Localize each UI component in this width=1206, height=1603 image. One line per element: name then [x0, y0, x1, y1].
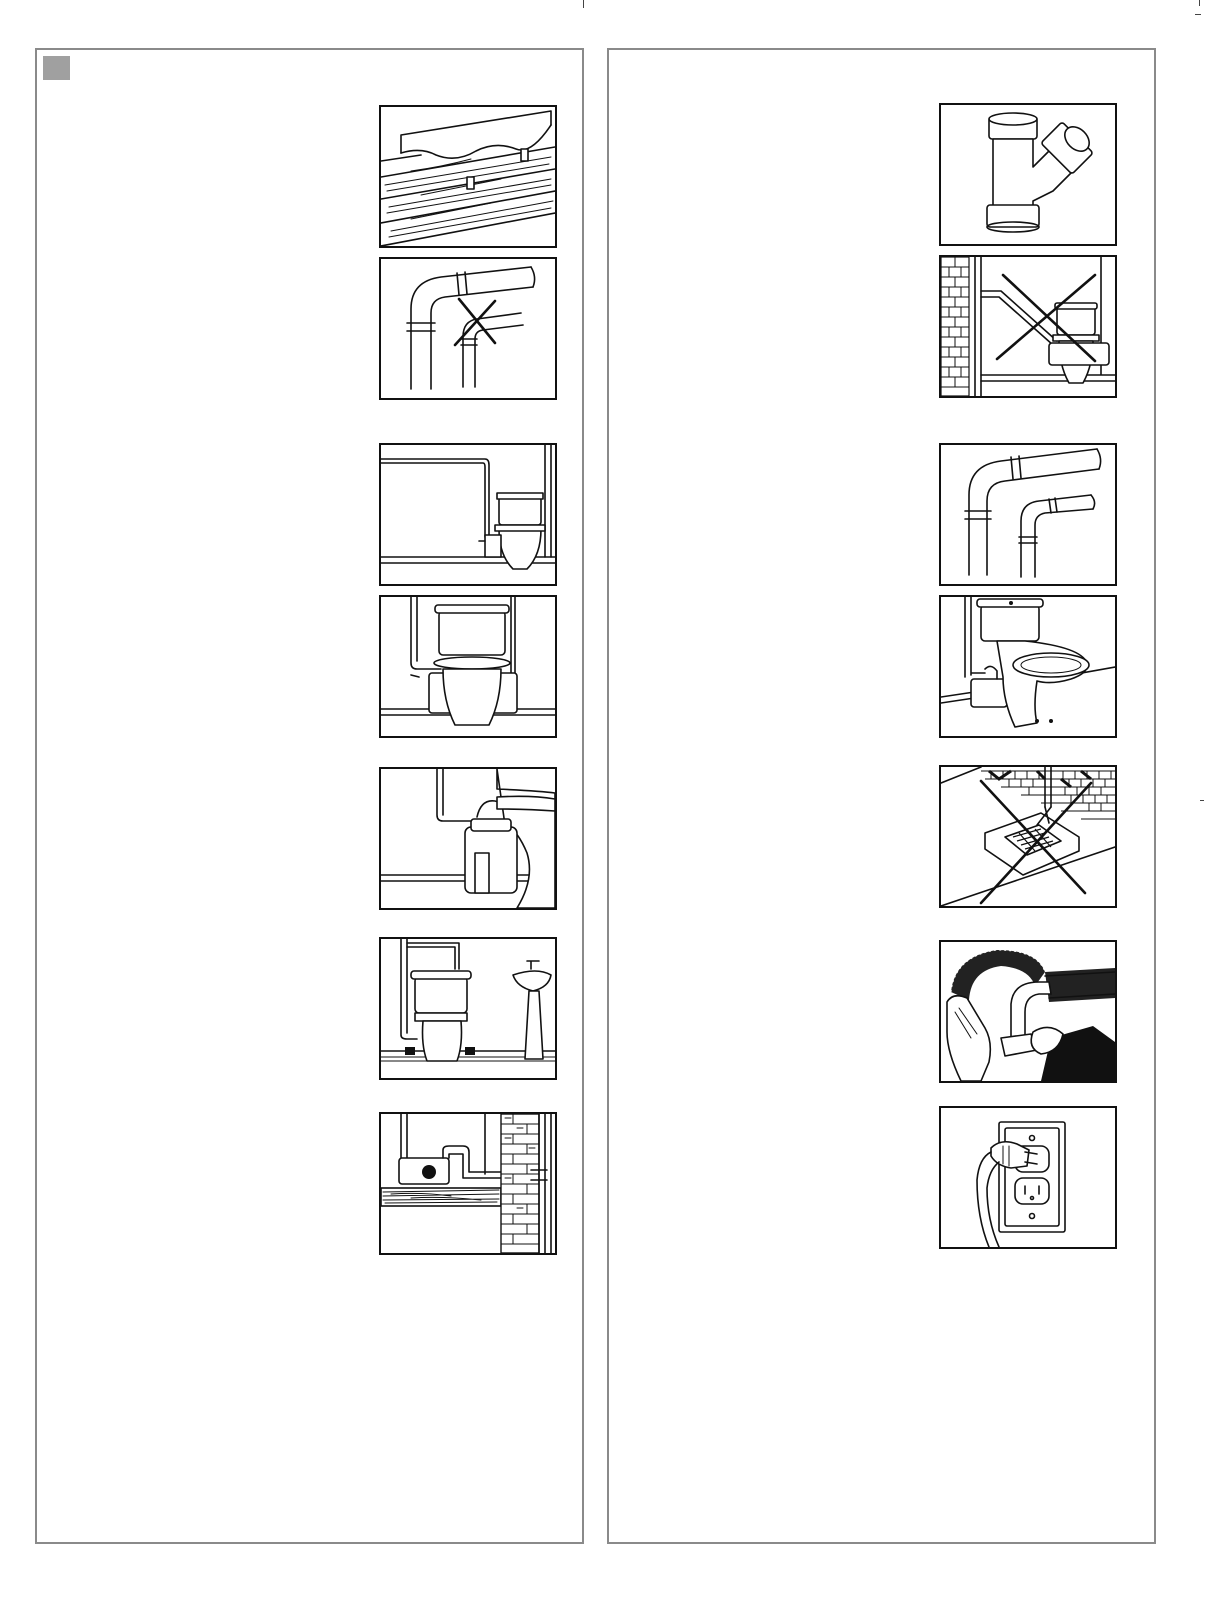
y-junction-fitting-illustration: [939, 103, 1117, 246]
wrong-connection-prohibited-illustration: [939, 255, 1117, 398]
macerator-through-wall-illustration: [379, 1112, 557, 1255]
floorboards-piping-illustration: [379, 105, 557, 248]
left-instruction-panel: [35, 48, 584, 1544]
pipe-bend-prohibited-illustration: [379, 257, 557, 400]
crop-mark: [1200, 800, 1204, 801]
macerator-side-view-illustration: [379, 767, 557, 910]
pipe-insulation-illustration: [939, 940, 1117, 1083]
right-instruction-panel: [607, 48, 1156, 1544]
floor-drain-prohibited-illustration: [939, 765, 1117, 908]
crop-mark: [583, 0, 584, 8]
pipe-elbows-illustration: [939, 443, 1117, 586]
toilet-front-view-illustration: [379, 595, 557, 738]
power-socket-plug-illustration: [939, 1106, 1117, 1249]
section-tab-marker: [43, 56, 70, 80]
toilet-macerator-rising-pipe-illustration: [379, 443, 557, 586]
toilet-with-macerator-illustration: [939, 595, 1117, 738]
crop-mark: [1199, 0, 1200, 6]
toilet-and-washbasin-illustration: [379, 937, 557, 1080]
crop-mark: [1195, 14, 1201, 15]
